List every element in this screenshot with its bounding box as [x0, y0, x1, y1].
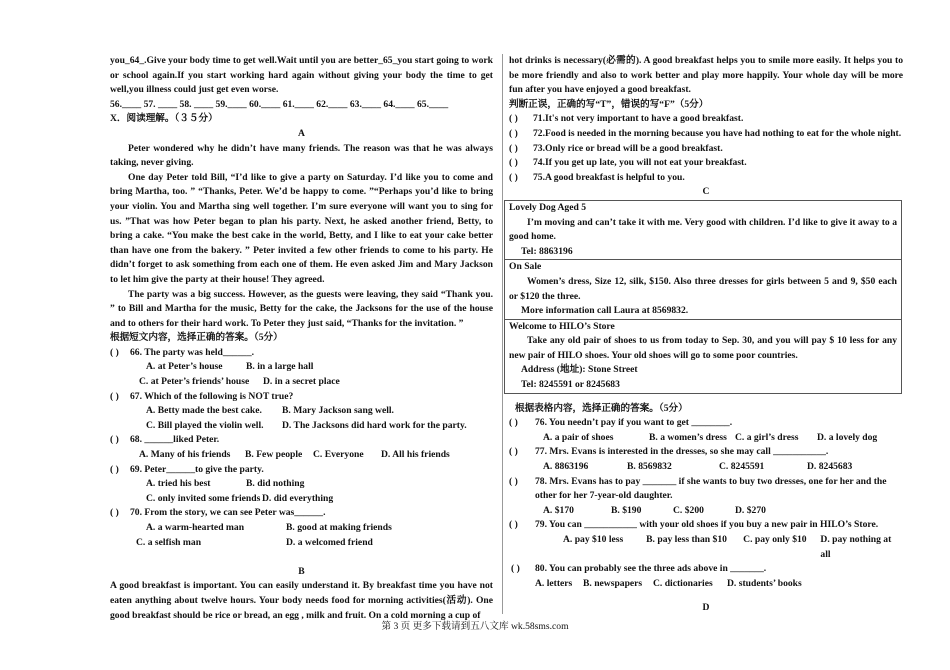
answer-paren[interactable]: ( )	[509, 113, 518, 125]
tf-question-text: 71.It's not very important to have a good breakfast.	[533, 113, 744, 125]
answer-paren[interactable]: ( )	[110, 507, 119, 519]
ads-table	[504, 200, 902, 394]
option[interactable]: B. in a large hall	[246, 361, 314, 373]
option[interactable]: A. a warm-hearted man	[146, 522, 245, 533]
tf-question-text: 73.Only rice or bread will be a good breakfast.	[533, 142, 723, 154]
instruction-a: 根据短文内容，选择正确的答案。（5分）	[110, 332, 283, 344]
tf-question-text: 74.If you get up late, you will not eat your breakfast.	[533, 157, 747, 169]
passage-b-label: B	[298, 565, 305, 577]
passage-b-end: hot drinks is necessary(必需的). A good breakfast helps you to smile more easily. It helps you to be more friendly and also to work better and play more happily. Your whole day will be more fun after you have enjoyed a good breakfast.	[509, 55, 903, 96]
passage-a-paragraph: The party was a big success. However, as the guests were leaving, they said “Thank you. ” to Bill and Martha for the music, Betty for the cake, the Jacksons for the use of the house and to others for their hard work. To Peter they just said, “Thanks for the invitation. ”	[110, 288, 493, 329]
options-row	[110, 404, 493, 419]
answer-paren[interactable]: ( )	[509, 142, 518, 154]
options-row	[509, 504, 903, 519]
option[interactable]: C. 8245591	[719, 461, 765, 473]
option[interactable]: C. only invited some friends	[146, 492, 261, 504]
passage-a-label: A	[298, 127, 305, 139]
cloze-passage-tail: you_64_.Give your body time to get well.Wait until you are better_65_you start going to work or school again.If you start working hard again without giving your body the time to get well,you illness could just get even worse.	[110, 55, 493, 96]
option[interactable]: D. 8245683	[807, 461, 853, 473]
ad-extra: Address (地址): Stone Street	[521, 364, 638, 376]
question-stem: 67. Which of the following is NOT true?	[130, 390, 294, 402]
question-stem: 70. From the story, we can see Peter was______.	[130, 507, 326, 519]
tf-question-71	[509, 112, 903, 127]
answer-paren[interactable]: ( )	[110, 346, 119, 358]
ad-dog	[504, 200, 902, 259]
option[interactable]: B. did nothing	[246, 478, 305, 490]
option[interactable]: C. at Peter’s friends’ house	[139, 376, 250, 388]
ad-extra: Tel: 8245591 or 8245683	[521, 379, 620, 391]
option[interactable]: B. good at making friends	[286, 522, 392, 533]
answer-paren[interactable]: ( )	[110, 463, 119, 475]
instruction-b: 判断正误，正确的写“T”，错误的写“F”（5分）	[509, 98, 709, 110]
option[interactable]: D. a lovely dog	[817, 431, 878, 443]
question-stem: 76. You needn’t pay if you want to get ________.	[535, 417, 733, 429]
ad-extra: More information call Laura at 8569832.	[521, 305, 689, 317]
option[interactable]: D. did everything	[262, 492, 334, 504]
option[interactable]: C. Everyone	[313, 449, 364, 461]
answer-paren[interactable]: ( )	[509, 446, 518, 458]
options-row	[110, 375, 493, 390]
option[interactable]: D. a welcomed friend	[286, 536, 373, 548]
option[interactable]: C. pay only $10	[743, 534, 807, 545]
option[interactable]: A. tried his best	[146, 478, 211, 490]
options-row	[110, 536, 493, 551]
question-stem: 77. Mrs. Evans is interested in the dresses, so she may call ___________.	[535, 446, 829, 458]
tf-question-75	[509, 171, 903, 186]
answer-paren[interactable]: ( )	[509, 157, 518, 169]
ad-title: Welcome to HILO’s Store	[509, 320, 615, 332]
option[interactable]: B. 8569832	[627, 461, 672, 473]
option[interactable]: C. dictionaries	[653, 577, 713, 589]
option[interactable]: A. Betty made the best cake.	[146, 405, 262, 417]
answer-paren[interactable]: ( )	[110, 390, 119, 402]
answer-paren[interactable]: ( )	[110, 434, 119, 446]
options-row	[110, 521, 493, 536]
ad-body: I’m moving and can’t take it with me. Very good with children. I’d like to give it away to a good home.	[509, 216, 897, 243]
column-divider	[502, 54, 503, 614]
options-row	[509, 533, 903, 562]
question-stem: 69. Peter______to give the party.	[130, 463, 264, 475]
answer-blanks-line: 56.____ 57. ____ 58. ____ 59.____ 60.____ 61.____ 62.____ 63.____ 64.____ 65.____	[110, 98, 449, 110]
page-footer: 第 3 页 更多下载请到五八文库 wk.58sms.com	[381, 621, 569, 632]
question-stem: 80. You can probably see the three ads above in _______.	[535, 563, 767, 575]
option[interactable]: A. Many of his friends	[139, 449, 231, 461]
passage-a-paragraph: One day Peter told Bill, “I’d like to give a party on Saturday. I’d like you to come and bring Martha, too. ” “Thanks, Peter. We’d be happy to come. ”“Perhaps you’d like to bring your violin. You and Martha sing well together. I’m sure everyone will want you to sing for us. ”That was how Peter began to plan his party. Next, he asked another friend, Betty, to bring a cake. “You make the best cake in the world, Betty, and I like to eat your cake better than have one from the bakery. ” Peter invited a few other friends to come to his party. He didn’t forget to ask something from each one of them. He even asked Jim and Mary Jackson to let him give the party at their house! They agreed.	[110, 171, 493, 285]
options-row	[110, 360, 493, 375]
ad-body: Take any old pair of shoes to us from today to Sep. 30, and you will pay $ 10 less for any new pair of HILO shoes. Your old shoes will go to some poor countries.	[509, 335, 897, 361]
passage-d-label: D	[702, 602, 710, 614]
option[interactable]: A. at Peter’s house	[146, 361, 223, 373]
question-70	[110, 506, 493, 521]
options-row	[110, 492, 493, 507]
answer-paren[interactable]: ( )	[509, 417, 518, 429]
option[interactable]: D. in a secret place	[263, 376, 340, 388]
tf-question-73	[509, 142, 903, 157]
answer-paren[interactable]: ( )	[509, 127, 518, 139]
answer-paren[interactable]: ( )	[509, 475, 518, 487]
option[interactable]: A. $170	[543, 504, 574, 516]
right-column	[509, 54, 903, 616]
tf-question-text: 75.A good breakfast is helpful to you.	[533, 171, 685, 183]
option[interactable]: A. a pair of shoes	[543, 431, 614, 443]
question-69	[110, 463, 493, 478]
option[interactable]: D. All his friends	[381, 449, 450, 461]
option[interactable]: B. Few people	[245, 449, 303, 461]
tf-question-74	[509, 156, 903, 171]
left-column	[110, 54, 493, 623]
option[interactable]: A. letters	[535, 577, 573, 589]
option[interactable]: C. Bill played the violin well.	[146, 419, 264, 431]
option[interactable]: B. Mary Jackson sang well.	[282, 405, 394, 417]
question-80	[509, 562, 903, 577]
section-title: X．阅读理解。（３５分）	[110, 113, 218, 125]
options-row	[110, 419, 493, 434]
option[interactable]: C. $200	[673, 504, 704, 516]
question-66	[110, 346, 493, 361]
ad-sale	[504, 259, 902, 318]
ad-hilo	[504, 319, 902, 394]
question-67	[110, 390, 493, 405]
option[interactable]: C. a girl’s dress	[735, 431, 799, 443]
question-78	[509, 475, 903, 504]
question-79	[509, 518, 903, 533]
answer-paren[interactable]: ( )	[509, 519, 518, 531]
answer-paren[interactable]: ( )	[509, 171, 518, 183]
tf-question-text: 72.Food is needed in the morning because you have had nothing to eat for the whole night.	[533, 127, 902, 139]
ad-body: Women’s dress, Size 12, silk, $150. Also three dresses for girls between 5 and 9, $50 each or $120 the three.	[509, 275, 897, 302]
option[interactable]: D. students’ books	[727, 577, 802, 589]
option[interactable]: B. $190	[611, 504, 642, 516]
question-stem: 78. Mrs. Evans has to pay _______ if she wants to buy two dresses, one for her and the other for her 7-year-old daughter.	[535, 475, 887, 502]
option[interactable]: B. newspapers	[583, 577, 643, 589]
instruction-c: 根据表格内容，选择正确的答案。（5分）	[515, 402, 688, 414]
question-68	[110, 433, 493, 448]
passage-c-label: C	[702, 186, 710, 198]
question-stem: 66. The party was held______.	[130, 346, 255, 358]
question-77	[509, 445, 903, 460]
options-row	[509, 431, 903, 446]
ad-title: Lovely Dog Aged 5	[509, 201, 587, 213]
tf-question-72	[509, 127, 903, 142]
option[interactable]: A. pay $10 less	[563, 534, 624, 545]
ad-title: On Sale	[509, 261, 542, 273]
option[interactable]: A. 8863196	[543, 461, 589, 473]
answer-paren[interactable]: ( )	[511, 563, 520, 575]
option[interactable]: D. pay nothing at all	[820, 534, 892, 560]
question-stem: 68. ______liked Peter.	[130, 434, 220, 446]
option[interactable]: D. The Jacksons did hard work for the party.	[282, 419, 467, 431]
options-row	[110, 448, 493, 463]
options-row	[509, 577, 903, 592]
options-row	[509, 460, 903, 475]
option[interactable]: B. a women’s dress	[649, 431, 727, 443]
option[interactable]: C. a selfish man	[136, 536, 202, 548]
question-stem: 79. You can ___________ with your old shoes if you buy a new pair in HILO’s Store.	[535, 519, 879, 531]
option[interactable]: D. $270	[735, 504, 766, 516]
option[interactable]: B. pay less than $10	[646, 534, 727, 545]
passage-b-start: A good breakfast is important. You can easily understand it. By breakfast time you have not eaten anything about twelve hours. Your body needs food for morning activities(活动). One good breakfast should be rice or bread, an egg , milk and fruit. On a cold morning a cup of	[110, 580, 493, 621]
options-row	[110, 477, 493, 492]
question-76	[509, 416, 903, 431]
ad-extra: Tel: 8863196	[521, 245, 573, 257]
passage-a-paragraph: Peter wondered why he didn’t have many friends. The reason was that he was always taking, never giving.	[110, 142, 493, 169]
